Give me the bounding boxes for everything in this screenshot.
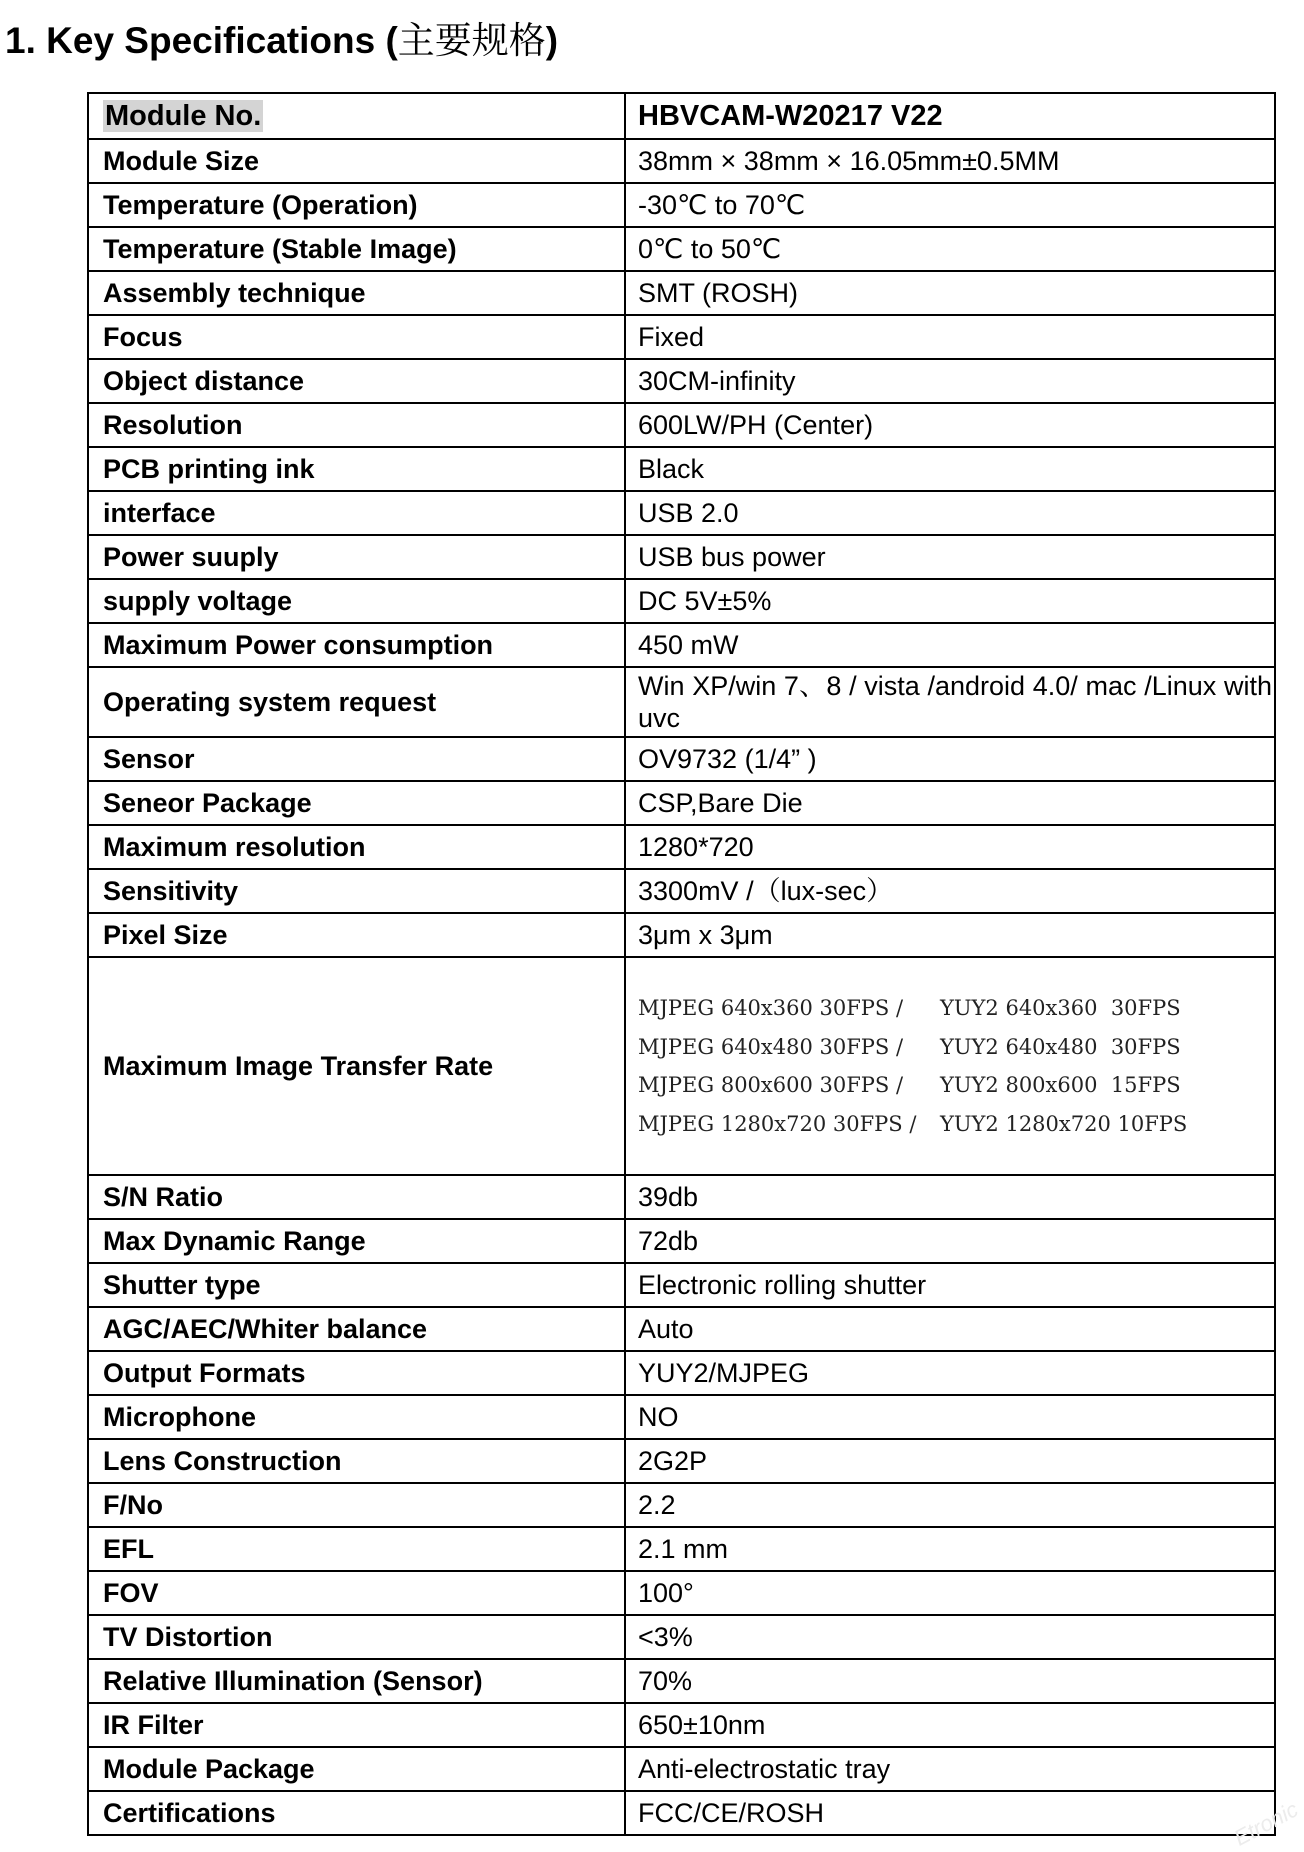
spec-label: Maximum Power consumption [88,623,625,667]
spec-row [88,359,1275,403]
spec-row [88,1439,1275,1483]
spec-label: Object distance [88,359,625,403]
spec-label: Assembly technique [88,271,625,315]
spec-value: OV9732 (1/4” ) [625,737,1275,781]
specifications-table-body [88,93,1275,1835]
spec-row [88,1791,1275,1835]
spec-label: interface [88,491,625,535]
spec-value: 72db [625,1219,1275,1263]
spec-label: Maximum Image Transfer Rate [88,957,625,1175]
heading-open-paren: ( [385,20,398,61]
spec-value: 450 mW [625,623,1275,667]
spec-value: <3% [625,1615,1275,1659]
transfer-rate-line [638,1105,1274,1144]
spec-value: Anti-electrostatic tray [625,1747,1275,1791]
spec-row [88,1395,1275,1439]
spec-value: Black [625,447,1275,491]
spec-value: Win XP/win 7、8 / vista /android 4.0/ mac /Linux with uvc [625,667,1275,737]
spec-value: HBVCAM-W20217 V22 [625,93,1275,139]
spec-row [88,913,1275,957]
spec-value: SMT (ROSH) [625,271,1275,315]
spec-label: Module Package [88,1747,625,1791]
spec-value: 38mm × 38mm × 16.05mm±0.5MM [625,139,1275,183]
spec-row [88,1615,1275,1659]
spec-row-image-transfer-rate [88,957,1275,1175]
spec-label: Operating system request [88,667,625,737]
spec-label: Max Dynamic Range [88,1219,625,1263]
heading-title: Key Specifications [46,20,376,61]
spec-label: Shutter type [88,1263,625,1307]
spec-label: Temperature (Operation) [88,183,625,227]
section-heading [5,10,558,64]
mjpeg-rate: MJPEG 1280x720 30FPS / [638,1111,917,1136]
spec-label: Focus [88,315,625,359]
yuy2-rate: YUY2 640x360 30FPS [940,996,1181,1020]
spec-value: 1280*720 [625,825,1275,869]
spec-value: Auto [625,1307,1275,1351]
mjpeg-rate: MJPEG 800x600 30FPS / [638,1073,904,1097]
spec-value: USB 2.0 [625,491,1275,535]
spec-value: 2.1 mm [625,1527,1275,1571]
spec-row [88,491,1275,535]
spec-value: 600LW/PH (Center) [625,403,1275,447]
transfer-rate-line [638,1066,1274,1105]
spec-row [88,667,1275,737]
spec-row [88,403,1275,447]
spec-row [88,1483,1275,1527]
transfer-rate-line [638,989,1274,1028]
spec-value: 3μm x 3μm [625,913,1275,957]
spec-value: 0℃ to 50℃ [625,227,1275,271]
spec-value: CSP,Bare Die [625,781,1275,825]
spec-label: Lens Construction [88,1439,625,1483]
spec-row [88,825,1275,869]
spec-row [88,535,1275,579]
spec-label: Resolution [88,403,625,447]
specifications-table [87,92,1276,1836]
spec-value-rates [625,957,1275,1175]
spec-value: 650±10nm [625,1703,1275,1747]
spec-label: TV Distortion [88,1615,625,1659]
heading-number: 1. [5,20,36,61]
watermark-logo: Etronic [1229,1796,1302,1851]
spec-row [88,271,1275,315]
spec-value: 2G2P [625,1439,1275,1483]
spec-row [88,869,1275,913]
yuy2-rate: YUY2 800x600 15FPS [940,1073,1181,1097]
spec-label: IR Filter [88,1703,625,1747]
spec-value: Electronic rolling shutter [625,1263,1275,1307]
spec-value: 3300mV /（lux-sec） [625,869,1275,913]
spec-value: 70% [625,1659,1275,1703]
spec-label: Module Size [88,139,625,183]
heading-close-paren: ) [545,20,559,61]
spec-value: 2.2 [625,1483,1275,1527]
spec-row [88,623,1275,667]
spec-label: S/N Ratio [88,1175,625,1219]
spec-value: USB bus power [625,535,1275,579]
spec-label: supply voltage [88,579,625,623]
spec-row [88,1219,1275,1263]
spec-row-module-no [88,93,1275,139]
spec-label: Certifications [88,1791,625,1835]
spec-value: DC 5V±5% [625,579,1275,623]
spec-value: 30CM-infinity [625,359,1275,403]
spec-label: EFL [88,1527,625,1571]
spec-row [88,447,1275,491]
spec-value: Fixed [625,315,1275,359]
spec-label: PCB printing ink [88,447,625,491]
yuy2-rate: YUY2 1280x720 10FPS [940,1111,1188,1136]
spec-row [88,1703,1275,1747]
spec-label: FOV [88,1571,625,1615]
yuy2-rate: YUY2 640x480 30FPS [940,1034,1181,1059]
spec-label: Temperature (Stable Image) [88,227,625,271]
spec-row [88,1527,1275,1571]
spec-label: Pixel Size [88,913,625,957]
spec-value: -30℃ to 70℃ [625,183,1275,227]
spec-row [88,737,1275,781]
spec-row [88,1175,1275,1219]
mjpeg-rate: MJPEG 640x360 30FPS / [638,996,904,1020]
spec-row [88,781,1275,825]
spec-value: 100° [625,1571,1275,1615]
spec-row [88,579,1275,623]
transfer-rate-list [638,989,1274,1143]
spec-row [88,1659,1275,1703]
spec-label: Output Formats [88,1351,625,1395]
spec-value: YUY2/MJPEG [625,1351,1275,1395]
spec-value: FCC/CE/ROSH [625,1791,1275,1835]
spec-row [88,1747,1275,1791]
spec-value: NO [625,1395,1275,1439]
spec-row [88,315,1275,359]
spec-row [88,139,1275,183]
spec-row [88,1571,1275,1615]
spec-label: Microphone [88,1395,625,1439]
transfer-rate-line [638,1028,1274,1067]
spec-label: Sensitivity [88,869,625,913]
spec-label: Module No. [105,100,262,132]
spec-label: Seneor Package [88,781,625,825]
spec-row [88,1351,1275,1395]
spec-row [88,1307,1275,1351]
spec-row [88,1263,1275,1307]
mjpeg-rate: MJPEG 640x480 30FPS / [638,1034,904,1059]
heading-title-cjk: 主要规格 [397,19,546,62]
spec-label: Relative Illumination (Sensor) [88,1659,625,1703]
spec-row [88,227,1275,271]
spec-value: 39db [625,1175,1275,1219]
spec-label: F/No [88,1483,625,1527]
spec-label: Sensor [88,737,625,781]
spec-label: AGC/AEC/Whiter balance [88,1307,625,1351]
spec-label: Power suuply [88,535,625,579]
spec-row [88,183,1275,227]
spec-label: Maximum resolution [88,825,625,869]
